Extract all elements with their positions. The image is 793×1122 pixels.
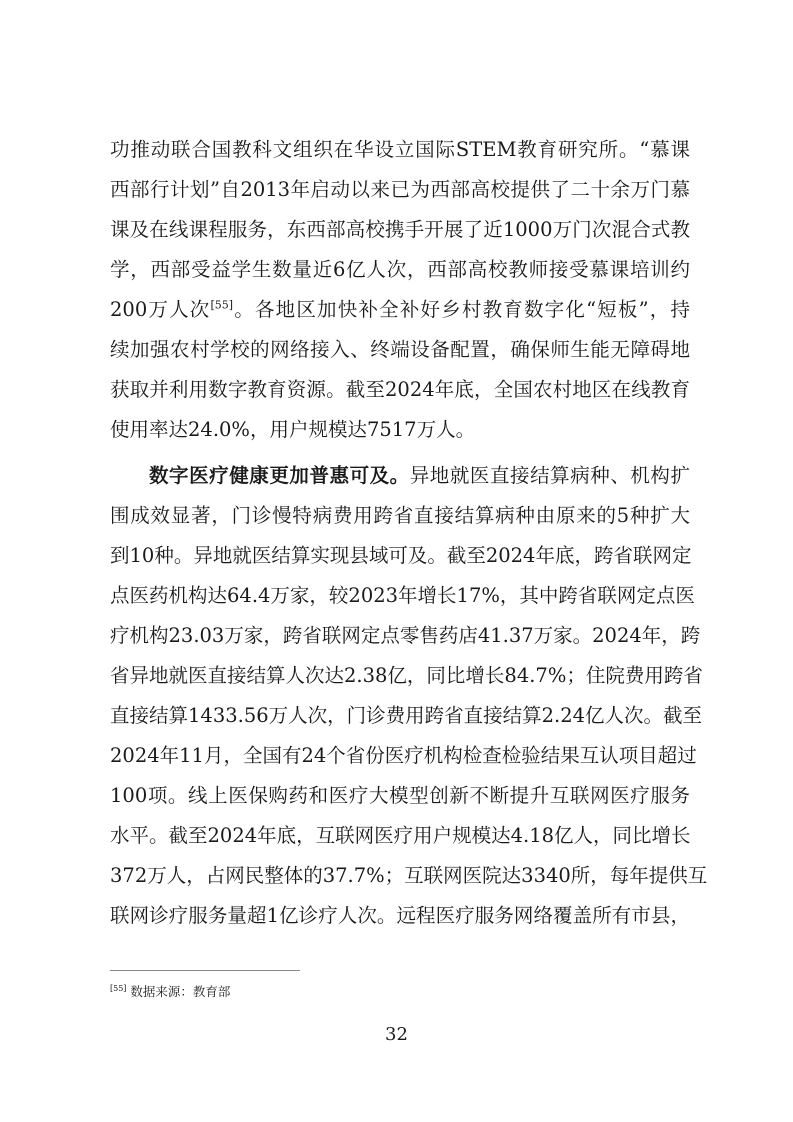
footnote-divider bbox=[110, 970, 300, 971]
text-line: 联网诊疗服务量超1亿诊疗人次。远程医疗服务网络覆盖所有市县， bbox=[110, 904, 690, 927]
text-line: 续加强农村学校的网络接入、终端设备配置，确保师生能无障碍地 bbox=[110, 338, 690, 361]
text-fragment: 。各地区加快补全补好乡村教育数字化“短板”，持 bbox=[233, 298, 690, 321]
text-line: 100项。线上医保购药和医疗大模型创新不断提升互联网医疗服务 bbox=[110, 784, 690, 807]
text-line: 372万人，占网民整体的37.7%；互联网医院达3340所，每年提供互 bbox=[110, 864, 708, 887]
text-line: 点医药机构达64.4万家，较2023年增长17%，其中跨省联网定点医 bbox=[110, 584, 695, 607]
text-line: 功推动联合国教科文组织在华设立国际STEM教育研究所。“慕课 bbox=[110, 138, 690, 161]
text-line: 2024年11月，全国有24个省份医疗机构检查检验结果互认项目超过 bbox=[110, 744, 697, 767]
text-line: 到10种。异地就医结算实现县域可及。截至2024年底，跨省联网定 bbox=[110, 544, 692, 567]
footnote-text: 数据来源：教育部 bbox=[130, 984, 231, 999]
footnote-reference[interactable]: [55] bbox=[210, 298, 234, 312]
page-number: 32 bbox=[385, 1024, 408, 1045]
text-line: 学，西部受益学生数量近6亿人次，西部高校教师接受慕课培训约 bbox=[110, 258, 690, 281]
body-text bbox=[110, 130, 708, 936]
text-fragment: 异地就医直接结算病种、机构扩 bbox=[409, 464, 690, 487]
text-line-with-reference bbox=[110, 290, 690, 330]
text-line: 省异地就医直接结算人次达2.38亿，同比增长84.7%；住院费用跨省 bbox=[110, 664, 703, 687]
text-line: 水平。截至2024年底，互联网医疗用户规模达4.18亿人，同比增长 bbox=[110, 824, 691, 847]
text-line: 围成效显著，门诊慢特病费用跨省直接结算病种由原来的5种扩大 bbox=[110, 504, 690, 527]
paragraph-first-line bbox=[110, 456, 690, 496]
paragraph-heading: 数字医疗健康更加普惠可及。 bbox=[149, 464, 410, 487]
text-line: 西部行计划”自2013年启动以来已为西部高校提供了二十余万门慕 bbox=[110, 178, 690, 201]
text-line: 课及在线课程服务，东西部高校携手开展了近1000万门次混合式教 bbox=[110, 218, 690, 241]
footnote bbox=[110, 984, 230, 1000]
text-line: 使用率达24.0%，用户规模达7517万人。 bbox=[110, 418, 476, 441]
text-fragment: 200万人次 bbox=[110, 298, 211, 321]
text-line: 获取并利用数字教育资源。截至2024年底，全国农村地区在线教育 bbox=[110, 378, 690, 401]
text-line: 疗机构23.03万家，跨省联网定点零售药店41.37万家。2024年，跨 bbox=[110, 624, 701, 647]
text-line: 直接结算1433.56万人次，门诊费用跨省直接结算2.24亿人次。截至 bbox=[110, 704, 703, 727]
footnote-marker: [55] bbox=[110, 983, 127, 993]
